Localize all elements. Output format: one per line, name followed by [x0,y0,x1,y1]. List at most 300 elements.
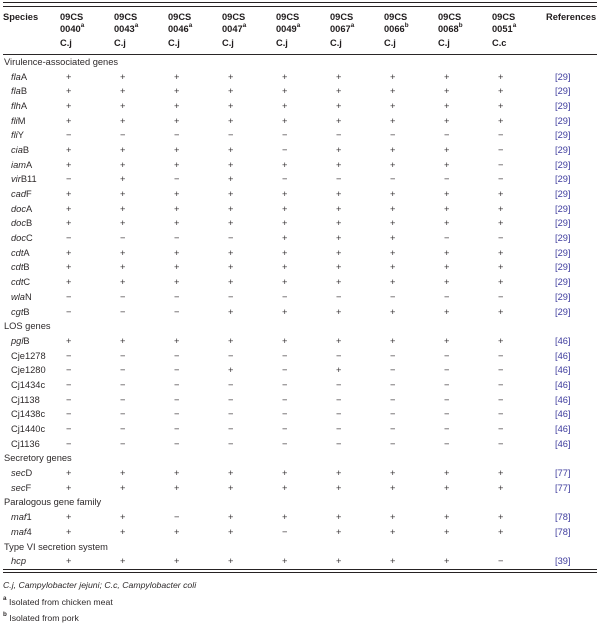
presence-cell: + [390,144,396,155]
presence-cell: − [66,350,72,361]
reference-link[interactable]: [39] [555,556,571,567]
strain-id-line2: 0049 [276,24,297,35]
presence-cell: + [390,277,396,288]
reference-link[interactable]: [29] [555,291,571,302]
presence-cell: + [174,556,180,567]
presence-cell: + [66,189,72,200]
strain-id-line2: 0043 [114,24,135,35]
presence-cell: + [228,203,234,214]
presence-cell: + [66,556,72,567]
reference-link[interactable]: [29] [555,203,571,214]
gene-row [3,231,597,246]
reference-link[interactable]: [77] [555,482,571,493]
presence-cell: + [282,306,288,317]
presence-cell: + [282,189,288,200]
presence-cell: − [444,130,450,141]
reference-link[interactable]: [29] [555,174,571,185]
strain-header [60,7,114,35]
presence-cell: + [174,247,180,258]
gene-name-regular-part: D [25,468,33,479]
presence-cell: + [174,218,180,229]
presence-cell: + [336,526,342,537]
presence-cell: + [444,115,450,126]
gene-name [3,554,60,569]
presence-cell: − [498,291,504,302]
presence-cell: − [228,438,234,449]
reference-link[interactable]: [46] [555,379,571,390]
presence-cell: + [228,482,234,493]
reference-link[interactable]: [46] [555,394,571,405]
presence-cell: − [282,350,288,361]
gene-name-italic-part: cdt [11,247,24,258]
gene-name-italic-part: cad [11,189,26,200]
presence-cell: − [282,526,288,537]
gene-name-regular-part: F [26,189,32,200]
presence-cell: − [282,130,288,141]
presence-cell: + [174,71,180,82]
reference-link[interactable]: [46] [555,365,571,376]
strain-header [222,7,276,35]
presence-cell: − [282,424,288,435]
section-header-row [3,495,597,510]
presence-cell: − [120,379,126,390]
section-title: LOS genes [4,321,51,332]
presence-cell: + [174,277,180,288]
gene-row [3,348,597,363]
strain-id-line1: 09CS [60,11,84,22]
presence-cell: + [66,218,72,229]
strain-origin-marker: a [512,22,517,29]
presence-cell: + [120,71,126,82]
reference-link[interactable]: [29] [555,218,571,229]
presence-cell: + [390,482,396,493]
species-abbrev: C.j [438,37,450,48]
presence-cell: − [336,379,342,390]
presence-cell: + [120,100,126,111]
reference-link[interactable]: [46] [555,424,571,435]
presence-cell: + [444,277,450,288]
presence-cell: − [228,394,234,405]
presence-cell: + [228,262,234,273]
gene-row [3,392,597,407]
gene-name-italic-part: flh [11,100,21,111]
presence-cell: + [282,277,288,288]
presence-cell: + [120,189,126,200]
presence-cell: + [444,86,450,97]
presence-cell: + [390,247,396,258]
presence-cell: + [228,144,234,155]
strain-origin-marker: a [188,22,193,29]
presence-cell: + [390,468,396,479]
gene-name [3,157,60,172]
presence-cell: + [444,556,450,567]
presence-cell: − [444,233,450,244]
presence-cell: + [66,144,72,155]
presence-cell: + [336,335,342,346]
presence-cell: + [390,556,396,567]
strain-header [276,7,330,35]
presence-cell: − [336,174,342,185]
presence-cell: + [444,306,450,317]
presence-cell: + [444,468,450,479]
presence-cell: − [120,409,126,420]
presence-cell: + [390,218,396,229]
presence-cell: − [390,379,396,390]
presence-cell: − [444,174,450,185]
species-abbrev: C.j [276,37,288,48]
presence-cell: + [228,174,234,185]
gene-name [3,113,60,128]
gene-row [3,363,597,378]
presence-cell: − [228,379,234,390]
reference-link[interactable]: [29] [555,262,571,273]
gene-name-italic-part: cia [11,144,23,155]
gene-name-italic-part: wla [11,291,25,302]
reference-link[interactable]: [46] [555,409,571,420]
reference-link[interactable]: [46] [555,335,571,346]
presence-cell: − [498,394,504,405]
gene-name-italic-part: doc [11,218,26,229]
presence-cell: − [282,291,288,302]
species-abbrev: C.c [492,37,507,48]
presence-cell: + [120,144,126,155]
presence-cell: + [336,144,342,155]
presence-cell: − [336,291,342,302]
presence-cell: − [174,438,180,449]
gene-name [3,392,60,407]
presence-cell: + [120,159,126,170]
presence-cell: + [390,512,396,523]
presence-cell: − [228,350,234,361]
section-title: Type VI secretion system [4,541,108,552]
presence-cell: − [390,424,396,435]
presence-cell: + [66,159,72,170]
presence-cell: − [228,233,234,244]
gene-name-italic-part: cdt [11,277,24,288]
presence-cell: + [120,526,126,537]
gene-name-italic-part: pgl [11,335,24,346]
footnote-a-marker: a [3,594,7,602]
footnote-b-text: Isolated from pork [9,612,79,623]
presence-cell: + [174,468,180,479]
gene-name-italic-part: vir [11,174,21,185]
presence-cell: − [120,438,126,449]
presence-cell: + [498,247,504,258]
presence-cell: + [66,115,72,126]
gene-row [3,216,597,231]
presence-cell: + [444,526,450,537]
strain-id-line1: 09CS [276,11,300,22]
presence-cell: + [66,526,72,537]
gene-name [3,407,60,422]
presence-cell: − [174,130,180,141]
strain-id-line1: 09CS [114,11,138,22]
presence-cell: + [390,203,396,214]
presence-cell: − [282,174,288,185]
presence-cell: − [444,365,450,376]
strain-id-line1: 09CS [438,11,462,22]
header-row-strains [3,7,597,35]
presence-cell: − [174,306,180,317]
presence-cell: − [390,174,396,185]
presence-cell: + [390,71,396,82]
reference-link[interactable]: [29] [555,71,571,82]
gene-name [3,99,60,114]
reference-link[interactable]: [29] [555,100,571,111]
species-abbrev: C.j [114,37,126,48]
presence-cell: + [282,218,288,229]
reference-link[interactable]: [78] [555,512,571,523]
presence-cell: − [120,394,126,405]
species-abbrev: C.j [168,37,180,48]
presence-cell: + [444,482,450,493]
reference-link[interactable]: [29] [555,233,571,244]
gene-name-regular-part: Y [17,130,24,141]
presence-cell: − [66,306,72,317]
presence-cell: − [174,233,180,244]
gene-name-regular-part: B [23,335,30,346]
footnote-a [3,593,597,609]
presence-cell: − [66,130,72,141]
gene-name-regular-part: B [23,306,30,317]
reference-link[interactable]: [29] [555,277,571,288]
presence-cell: − [498,438,504,449]
presence-cell: + [66,335,72,346]
table-header-references: References [546,11,597,22]
presence-cell: + [498,526,504,537]
gene-name [3,201,60,216]
gene-row [3,407,597,422]
presence-cell: + [228,556,234,567]
presence-cell: − [228,424,234,435]
presence-cell: − [282,144,288,155]
presence-cell: + [174,335,180,346]
presence-cell: + [174,189,180,200]
strain-id-line1: 09CS [168,11,192,22]
gene-name-regular-part: B [20,86,28,97]
presence-cell: + [498,277,504,288]
presence-cell: + [282,262,288,273]
presence-cell: + [174,159,180,170]
presence-cell: − [444,409,450,420]
strain-id-line1: 09CS [222,11,246,22]
gene-name-regular-part: C [26,233,33,244]
reference-link[interactable]: [29] [555,189,571,200]
presence-cell: + [66,86,72,97]
presence-cell: − [120,350,126,361]
presence-cell: − [66,409,72,420]
reference-link[interactable]: [77] [555,468,571,479]
gene-name-regular-part: 1 [26,512,32,523]
gene-name-italic-part: sec [11,468,26,479]
gene-row [3,466,597,481]
presence-cell: + [444,100,450,111]
presence-cell: + [390,159,396,170]
presence-cell: + [228,247,234,258]
species-abbrev: C.j [330,37,342,48]
gene-name [3,466,60,481]
presence-cell: − [498,409,504,420]
reference-link[interactable]: [29] [555,247,571,258]
gene-name-regular-part: C [23,277,31,288]
gene-name-italic-part: fli [11,130,18,141]
strain-id-line2: 0040 [60,24,81,35]
presence-cell: − [444,291,450,302]
presence-cell: − [174,365,180,376]
presence-cell: + [228,100,234,111]
strain-id-line2: 0066 [384,24,405,35]
gene-row [3,304,597,319]
presence-cell: − [390,365,396,376]
presence-cell: + [444,189,450,200]
presence-cell: − [390,438,396,449]
presence-cell: + [282,247,288,258]
presence-cell: + [444,262,450,273]
gene-name-regular-part: N [24,291,32,302]
presence-cell: + [66,247,72,258]
presence-cell: + [174,482,180,493]
presence-cell: + [282,86,288,97]
presence-cell: + [228,115,234,126]
gene-name [3,187,60,202]
presence-cell: + [174,262,180,273]
gene-table [3,7,597,569]
presence-cell: + [336,86,342,97]
gene-name-regular-part: B11 [20,174,37,185]
gene-name [3,172,60,187]
presence-cell: + [336,115,342,126]
presence-cell: − [282,394,288,405]
species-abbrev: C.j [60,37,72,48]
presence-cell: + [120,218,126,229]
gene-name-regular-part: B [22,144,30,155]
reference-link[interactable]: [78] [555,526,571,537]
gene-row [3,84,597,99]
presence-cell: − [174,291,180,302]
strain-origin-marker: a [242,22,247,29]
presence-cell: + [282,159,288,170]
presence-cell: − [336,438,342,449]
presence-cell: − [228,130,234,141]
presence-cell: + [390,306,396,317]
section-header-row [3,451,597,466]
gene-name-italic-part: maf [11,526,27,537]
presence-cell: + [336,71,342,82]
gene-name-italic-part: iam [11,159,26,170]
gene-row [3,422,597,437]
header-row-species [3,35,597,55]
footnote-a-text: Isolated from chicken meat [8,596,113,607]
gene-name [3,69,60,84]
presence-cell: − [444,379,450,390]
strain-origin-marker: b [458,22,463,29]
gene-name-regular-part: Cj1434c [11,379,46,390]
gene-name-regular-part: B [26,218,33,229]
presence-cell: − [498,130,504,141]
gene-name-regular-part: Cj1438c [11,409,46,420]
presence-cell: + [174,526,180,537]
gene-name [3,231,60,246]
presence-cell: − [174,379,180,390]
presence-cell: + [390,115,396,126]
presence-cell: + [498,468,504,479]
presence-cell: + [228,512,234,523]
presence-cell: + [66,203,72,214]
reference-link[interactable]: [29] [555,115,571,126]
presence-cell: + [120,512,126,523]
presence-cell: − [282,365,288,376]
presence-cell: − [174,424,180,435]
presence-cell: + [282,512,288,523]
presence-cell: + [228,526,234,537]
gene-name-italic-part: maf [11,512,27,523]
gene-row [3,245,597,260]
presence-cell: + [282,71,288,82]
presence-cell: + [336,159,342,170]
gene-name [3,128,60,143]
presence-cell: + [228,306,234,317]
gene-name-regular-part: F [25,482,32,493]
gene-name-regular-part: B [23,262,30,273]
presence-cell: − [444,394,450,405]
presence-cell: − [444,424,450,435]
presence-cell: − [498,233,504,244]
presence-cell: + [120,482,126,493]
gene-row [3,113,597,128]
presence-cell: − [498,350,504,361]
presence-cell: + [498,189,504,200]
presence-cell: + [120,174,126,185]
presence-cell: + [228,365,234,376]
presence-cell: + [498,203,504,214]
gene-name-regular-part: A [20,100,28,111]
gene-row [3,436,597,451]
strain-id-line2: 0067 [330,24,351,35]
reference-link[interactable]: [29] [555,306,571,317]
reference-link[interactable]: [29] [555,144,571,155]
presence-cell: − [120,424,126,435]
gene-name-italic-part: cgt [11,306,24,317]
strain-header [114,7,168,35]
strain-origin-marker: b [404,22,409,29]
presence-cell: + [336,556,342,567]
presence-cell: − [120,291,126,302]
reference-link[interactable]: [29] [555,159,571,170]
presence-cell: + [66,512,72,523]
presence-cell: − [282,409,288,420]
presence-cell: + [120,86,126,97]
gene-name [3,143,60,158]
reference-link[interactable]: [46] [555,350,571,361]
presence-cell: − [498,379,504,390]
reference-link[interactable]: [29] [555,86,571,97]
presence-cell: + [390,233,396,244]
strain-origin-marker: a [296,22,301,29]
presence-cell: − [444,350,450,361]
presence-cell: + [444,203,450,214]
presence-cell: − [498,424,504,435]
strain-header [438,7,492,35]
reference-link[interactable]: [46] [555,438,571,449]
presence-cell: + [66,262,72,273]
presence-cell: − [498,174,504,185]
reference-link[interactable]: [29] [555,130,571,141]
presence-cell: + [498,115,504,126]
gene-name [3,304,60,319]
gene-name [3,334,60,349]
gene-row [3,187,597,202]
presence-cell: − [174,409,180,420]
